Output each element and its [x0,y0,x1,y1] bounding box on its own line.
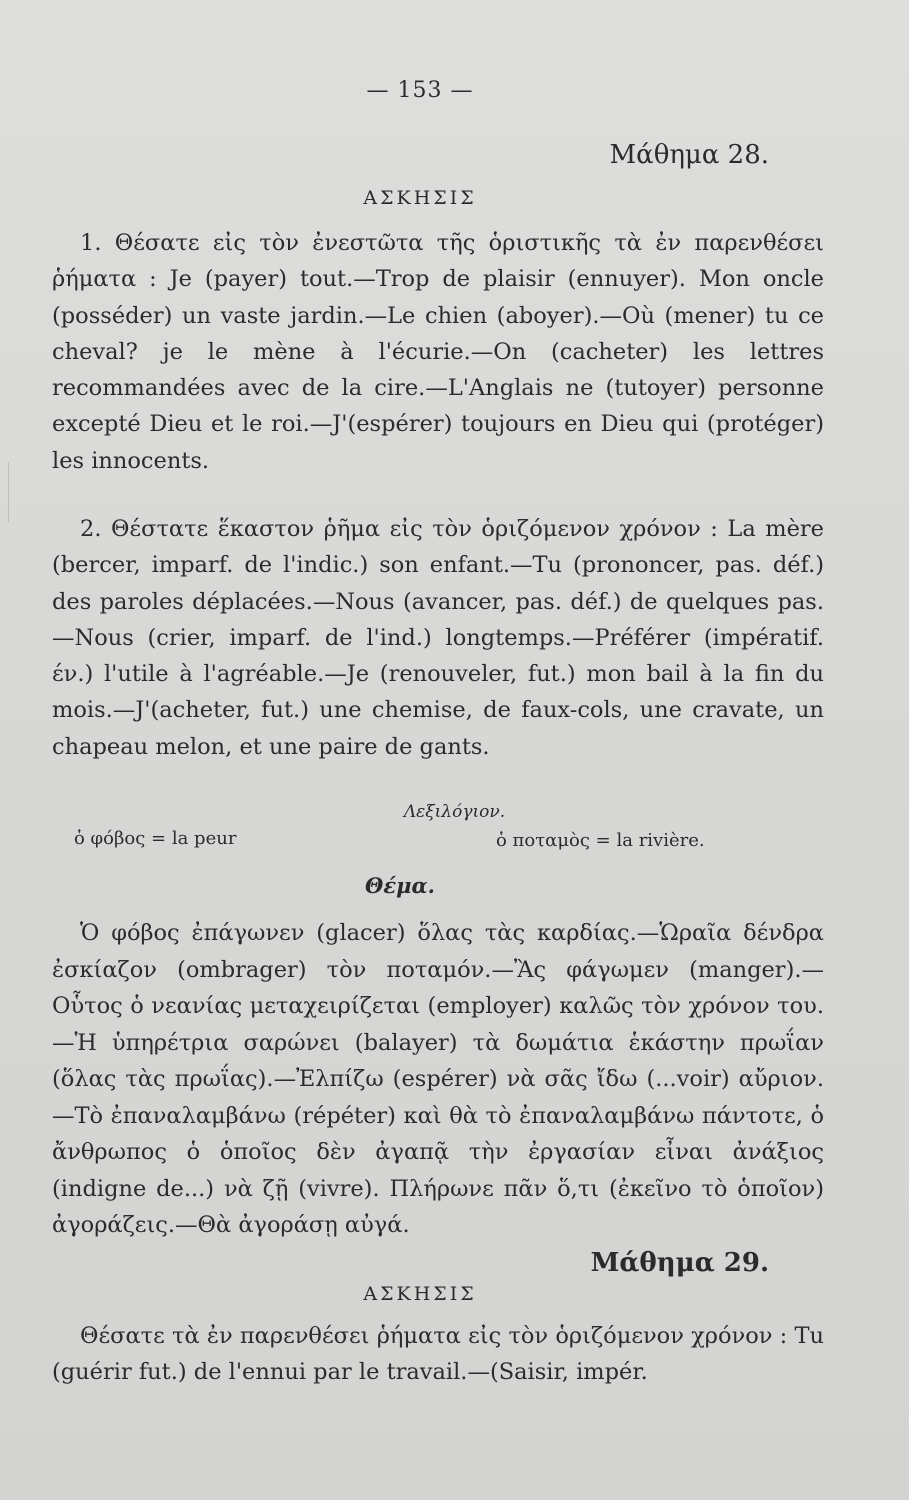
exercise-2-text: 2. Θέστατε ἕκαστον ῥῆμα εἰς τὸν ὁριζόμενον χρόνον : La mère (bercer, imparf. de l'indic.) son enfant.—Tu (prononcer, pas. déf.) des paroles déplacées.—Nous (avancer, pas. déf.) de quelques pas.—Nous (crier, imparf. de l'ind.) longtemps.—Préférer (impératif. έν.) l'utile à l'agréable.—Je (renouveler, fut.) mon bail à la fin du mois.—J'(acheter, fut.) une chemise, de faux-cols, une cravate, un chapeau melon, et une paire de gants. [52,516,824,760]
theme-text: Ὁ φόβος ἐπάγωνεν (glacer) ὅλας τὰς καρδίας.—Ὡραῖα δένδρα ἐσκίαζον (ombrager) τὸν ποταμόν.—Ἂς φάγωμεν (manger).—Οὗτος ὁ νεανίας μεταχειρίζεται (employer) καλῶς τὸν χρόνον του.—Ἡ ὑπηρέτρια σαρώνει (balayer) τὰ δωμάτια ἑκάστην πρωΐαν (ὅλας τὰς πρωΐας).—Ἐλπίζω (espérer) νὰ σᾶς ἴδω (...voir) αὔριον.—Τὸ ἐπαναλαμβάνω (répéter) καὶ θὰ τὸ ἐπαναλαμβάνω πάντοτε, ὁ ἄνθρωπος ὁ ὁποῖος δὲν ἀγαπᾷ τὴν ἐργασίαν εἶναι ἀνάξιος (indigne de...) νὰ ζῇ (vivre). Πλήρωνε πᾶν ὅ,τι (ἐκεῖνο τὸ ὁποῖον) ἀγοράζεις.—Θὰ ἀγοράσῃ αὐγά. [52,920,824,1238]
exercise-1-text: 1. Θέσατε εἰς τὸν ἐνεστῶτα τῆς ὁριστικῆς τὰ ἐν παρενθέσει ῥήματα : Je (payer) tout.—Trop de plaisir (ennuyer). Mon oncle (posséder) un vaste jardin.—Le chien (aboyer).—Où (mener) tu ce cheval? je le mène à l'écurie.—On (cacheter) les lettres recommandées avec de la cire.—L'Anglais ne (tutoyer) personne excepté Dieu et le roi.—J'(espérer) toujours en Dieu qui (protéger) les innocents. [52,230,824,474]
lesson-29-exercise-text: Θέσατε τὰ ἐν παρενθέσει ῥήματα εἰς τὸν ὁριζόμενον χρόνον : Tu (guérir fut.) de l'ennui par le travail.—(Saisir, impér. [52,1323,824,1386]
lesson-28-exercise-heading: ΑΣΚΗΣΙΣ [363,187,477,209]
lesson-29-exercise-heading: ΑΣΚΗΣΙΣ [363,1283,477,1305]
lesson-29-exercise [52,1318,824,1391]
page-number: — 153 — [366,78,474,103]
lesson-28-title: Μάθημα 28. [609,140,769,170]
exercise-2 [52,511,824,765]
vocabulary-entry-riviere: ὁ ποταμὸς = la rivière. [496,830,705,851]
vocabulary-entry-peur: ὁ φόβος = la peur [74,828,237,849]
exercise-1 [52,225,824,479]
theme-section [52,915,824,1244]
scan-margin-mark [0,457,9,522]
vocabulary-heading: Λεξιλόγιον. [403,802,506,822]
lesson-29-title: Μάθημα 29. [590,1248,769,1278]
theme-heading: Θέμα. [365,873,435,898]
